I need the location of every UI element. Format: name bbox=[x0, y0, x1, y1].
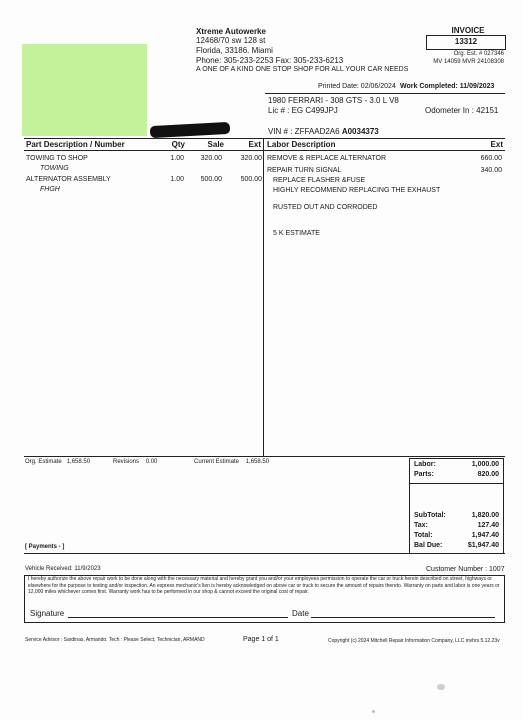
parts-header-desc: Part Description / Number bbox=[26, 140, 125, 149]
shop-address: 12468/70 sw 128 st bbox=[196, 36, 266, 45]
subtotal-label: SubTotal: bbox=[414, 512, 446, 519]
labor-line-text: REMOVE & REPLACE ALTERNATOR bbox=[267, 155, 387, 162]
page-number: Page 1 of 1 bbox=[243, 636, 279, 643]
labor-line-ext: 340.00 bbox=[480, 167, 502, 174]
part-qty: 1.00 bbox=[170, 176, 184, 183]
signature-label: Signature bbox=[30, 609, 65, 618]
table-divider bbox=[263, 138, 264, 456]
vehicle-received: Vehicle Received: 11/9/2023 bbox=[25, 566, 101, 572]
tax-value: 127.40 bbox=[477, 522, 499, 529]
labor-note: 5 K ESTIMATE bbox=[273, 230, 320, 237]
parts-header-sale: Sale bbox=[207, 140, 224, 149]
org-estimate-label: Org. Estimate bbox=[25, 459, 62, 465]
mv-number: MV 14059 MVR 24108308 bbox=[433, 59, 504, 65]
bal-due-value: $1,947.40 bbox=[467, 542, 499, 549]
labor-header-desc: Labor Description bbox=[267, 140, 336, 149]
org-estimate bbox=[25, 459, 90, 465]
date-label: Date bbox=[292, 609, 309, 618]
current-estimate bbox=[194, 459, 269, 465]
copyright: Copyright (c) 2024 Mitchell Repair Information Company, LLC invhrs 5.12.23v bbox=[328, 638, 500, 644]
total-label: Total: bbox=[414, 532, 433, 539]
parts-total-label: Parts: bbox=[414, 471, 434, 478]
vehicle-description: 1980 FERRARI - 308 GTS - 3.0 L V8 bbox=[268, 96, 399, 105]
part-sub: FHGH bbox=[40, 186, 60, 193]
printed-date: Printed Date: 02/06/2024 bbox=[318, 83, 396, 90]
license-plate: Lic # : EG C499JPJ bbox=[268, 106, 338, 115]
part-sub: TOWING bbox=[40, 165, 69, 172]
labor-note: HIGHLY RECOMMEND REPLACING THE EXHAUST bbox=[273, 187, 441, 194]
invoice-label: INVOICE bbox=[451, 26, 485, 35]
bal-due-label: Bal Due: bbox=[414, 542, 443, 549]
labor-line-ext: 660.00 bbox=[480, 155, 502, 162]
odometer-in: Odometer In : 42151 bbox=[425, 106, 499, 115]
labor-note: RUSTED OUT AND CORRODED bbox=[273, 204, 378, 211]
current-estimate-label: Current Estimate bbox=[194, 459, 240, 465]
work-completed: Work Completed: 11/09/2023 bbox=[400, 83, 495, 90]
totals-rule bbox=[410, 483, 503, 484]
shop-city: Florida, 33186. Miami bbox=[196, 46, 273, 55]
part-sale: 320.00 bbox=[200, 155, 222, 162]
table-header-rule bbox=[24, 150, 505, 151]
shop-name: Xtreme Autowerke bbox=[196, 27, 266, 36]
redaction-bar bbox=[150, 122, 231, 138]
part-ext: 320.00 bbox=[240, 155, 262, 162]
revisions-value: 0.00 bbox=[145, 459, 158, 465]
part-sale: 500.00 bbox=[200, 176, 222, 183]
authorization-text: I hereby authorize the above repair work to be done along with the necessary material and hereby grant you and/or your employees permission to operate the car or truck herein described on street, highways or elsewhere for the purpose to testing and/or inspection. An express mechanic's lien is hereby acknowledged on above car or truck to secure the amount of repairs thereto. Warranty on parts and labor is one years or 12,000 miles whichever comes first. Warranty work has to be performed in our shop & cannot exceed the original cost of repair. bbox=[28, 576, 500, 596]
customer-number: Customer Number : 1007 bbox=[426, 566, 505, 573]
header-rule bbox=[265, 93, 505, 94]
date-line bbox=[311, 617, 495, 618]
labor-line-text: REPAIR TURN SIGNAL bbox=[267, 167, 342, 174]
scan-mark bbox=[437, 684, 445, 690]
invoice-number: 13312 bbox=[454, 37, 478, 46]
service-advisor: Service Advisor : Sardinas, Armando. Tech : Please Select, Technician, ARMAND bbox=[25, 637, 205, 643]
part-name: ALTERNATOR ASSEMBLY bbox=[26, 176, 111, 183]
org-est-number: Org. Est. # 027346 bbox=[453, 51, 504, 57]
total-value: 1,947.40 bbox=[471, 532, 499, 539]
redaction-sticker bbox=[22, 44, 147, 136]
labor-total-label: Labor: bbox=[414, 461, 436, 468]
subtotal-value: 1,820.00 bbox=[471, 512, 499, 519]
vin-bold: A0034373 bbox=[341, 127, 379, 136]
revisions-label: Revisions bbox=[113, 459, 140, 465]
parts-header-ext: Ext bbox=[248, 140, 261, 149]
vin-number bbox=[268, 127, 379, 136]
payments-label: [ Payments - ] bbox=[25, 544, 65, 550]
labor-note: REPLACE FLASHER &FUSE bbox=[273, 177, 366, 184]
parts-header-qty: Qty bbox=[171, 140, 185, 149]
org-estimate-value: 1,658.50 bbox=[66, 459, 91, 465]
part-name: TOWING TO SHOP bbox=[26, 155, 88, 162]
vin-label: VIN # : ZFFAAD2A6 bbox=[268, 127, 342, 136]
current-estimate-value: 1,658.50 bbox=[245, 459, 270, 465]
part-qty: 1.00 bbox=[170, 155, 184, 162]
shop-phone: Phone: 305-233-2253 Fax: 305-233-6213 bbox=[196, 56, 344, 65]
revisions bbox=[113, 459, 157, 465]
labor-header-ext: Ext bbox=[490, 140, 503, 149]
table-top-rule bbox=[24, 138, 505, 139]
part-ext: 500.00 bbox=[240, 176, 262, 183]
signature-line bbox=[68, 617, 288, 618]
payments-rule bbox=[24, 553, 505, 554]
shop-tagline: A ONE OF A KIND ONE STOP SHOP FOR ALL YOUR CAR NEEDS bbox=[196, 66, 409, 73]
labor-total-value: 1,000.00 bbox=[471, 461, 499, 468]
tax-label: Tax: bbox=[414, 522, 428, 529]
scan-mark bbox=[372, 710, 375, 713]
parts-total-value: 820.00 bbox=[477, 471, 499, 478]
table-bottom-rule bbox=[24, 456, 505, 457]
